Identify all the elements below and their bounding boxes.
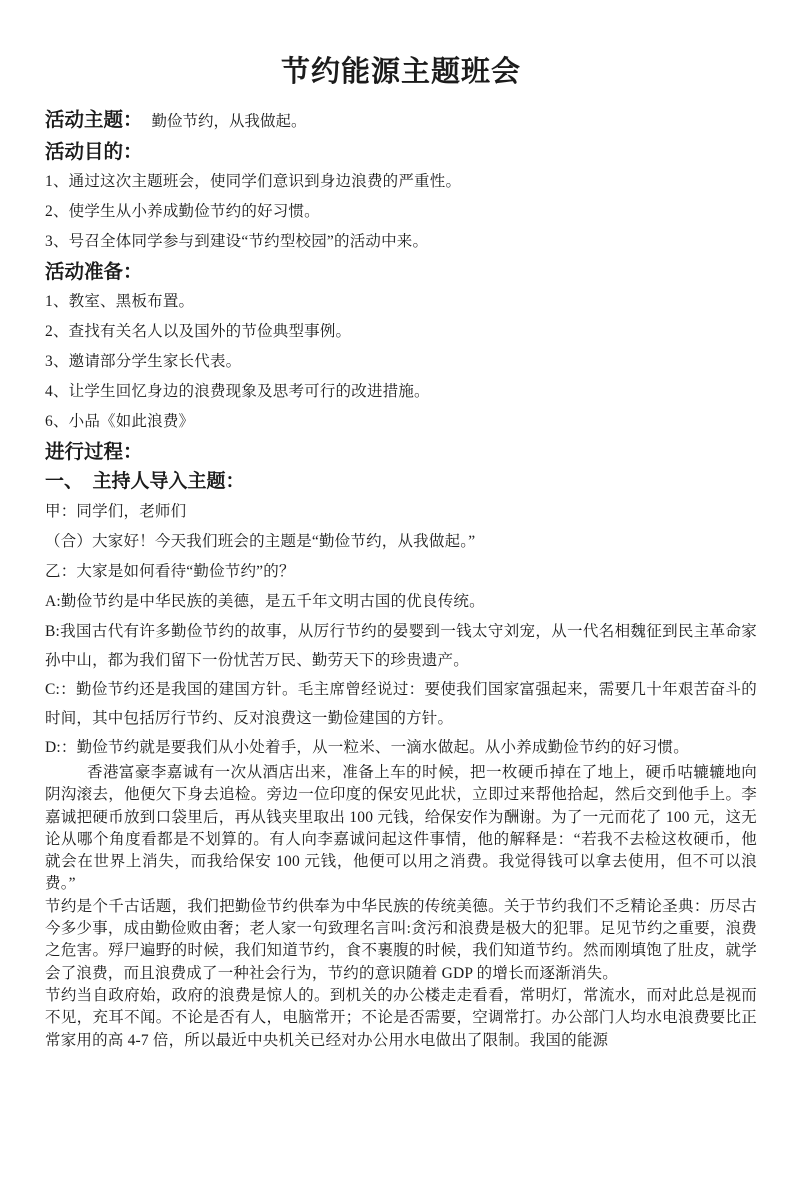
document-line: 1、教室、黑板布置。 <box>45 293 195 310</box>
dialog-paragraph: C:：勤俭节约还是我国的建国方针。毛主席曾经说过：要使我们国家富强起来，需要几十年艰苦奋斗的时间，其中包括厉行节约、反对浪费这一勤俭建国的方针。 <box>45 681 757 727</box>
document-line: 2、使学生从小养成勤俭节约的好习惯。 <box>45 203 320 220</box>
document-line: （合）大家好！今天我们班会的主题是“勤俭节约，从我做起。” <box>45 533 476 550</box>
section-heading: 活动目的： <box>45 141 143 163</box>
body-paragraph: 节约是个千古话题，我们把勤俭节约供奉为中华民族的传统美德。关于节约我们不乏精论圣典：历尽古今多少事，成由勤俭败由奢；老人家一句致理名言叫:贪污和浪费是极大的犯罪。足见节约之重要，浪费之危害。殍尸遍野的时候，我们知道节约，食不裹腹的时候，我们知道节约。然而刚填饱了肚皮，就学会了浪费，而且浪费成了一种社会行为，节约的意识随着 GDP 的增长而逐渐消失。 <box>45 897 757 982</box>
dialog-paragraph: B:我国古代有许多勤俭节约的故事，从厉行节约的晏婴到一钱太守刘宠，从一代名相魏征到民主革命家孙中山，都为我们留下一份忧苦万民、勤劳天下的珍贵遗产。 <box>45 623 757 669</box>
section-subheading: 一、 主持人导入主题： <box>45 471 245 492</box>
dialog-paragraph: D:：勤俭节约就是要我们从小处着手，从一粒米、一滴水做起。从小养成勤俭节约的好习惯。 <box>45 739 689 756</box>
story-paragraph: 香港富豪李嘉诚有一次从酒店出来，准备上车的时候，把一枚硬币掉在了地上，硬币咕辘辘地向阴沟滚去，他便欠下身去追检。旁边一位印度的保安见此状，立即过来帮他拾起，然后交到他手上。李嘉诚把硬币放到口袋里后，再从钱夹里取出 100 元钱，给保安作为酬谢。为了一元而花了 100 元，这无论从哪个角度看都是不划算的。有人向李嘉诚问起这件事情，他的解释是：“若我不去检这枚硬币，他就会在世界上消失，而我给保安 100 元钱，他便可以用之消费。我觉得钱可以拿去使用，但不可以浪费。” <box>45 764 757 893</box>
document-line: 2、查找有关名人以及国外的节俭典型事例。 <box>45 323 352 340</box>
document-line: A:勤俭节约是中华民族的美德，是五千年文明古国的优良传统。 <box>45 593 485 610</box>
document-line: 3、号召全体同学参与到建设“节约型校园”的活动中来。 <box>45 233 429 250</box>
document-body <box>45 105 757 1052</box>
section-heading: 进行过程： <box>45 441 143 463</box>
activity-topic-line <box>45 105 757 137</box>
document-line: 4、让学生回忆身边的浪费现象及思考可行的改进措施。 <box>45 383 430 400</box>
document-page <box>0 52 800 1184</box>
body-paragraph: 节约当自政府始，政府的浪费是惊人的。到机关的办公楼走走看看，常明灯，常流水，而对此总是视而不见，充耳不闻。不论是否有人，电脑常开；不论是否需要，空调常打。办公部门人均水电浪费要比正常家用的高 4-7 倍，所以最近中央机关已经对办公用水电做出了限制。我国的能源 <box>45 986 757 1049</box>
document-line: 3、邀请部分学生家长代表。 <box>45 353 242 370</box>
document-title: 节约能源主题班会 <box>280 56 521 88</box>
document-line: 6、小品《如此浪费》 <box>45 413 195 430</box>
paragraph-label: 活动主题： <box>45 109 143 131</box>
document-line: 1、通过这次主题班会，使同学们意识到身边浪费的严重性。 <box>45 173 462 190</box>
document-line: 乙：大家是如何看待“勤俭节约”的？ <box>45 563 295 580</box>
paragraph-text: 勤俭节约，从我做起。 <box>151 113 307 130</box>
section-heading: 活动准备： <box>45 261 143 283</box>
document-line: 甲：同学们，老师们 <box>45 503 187 520</box>
